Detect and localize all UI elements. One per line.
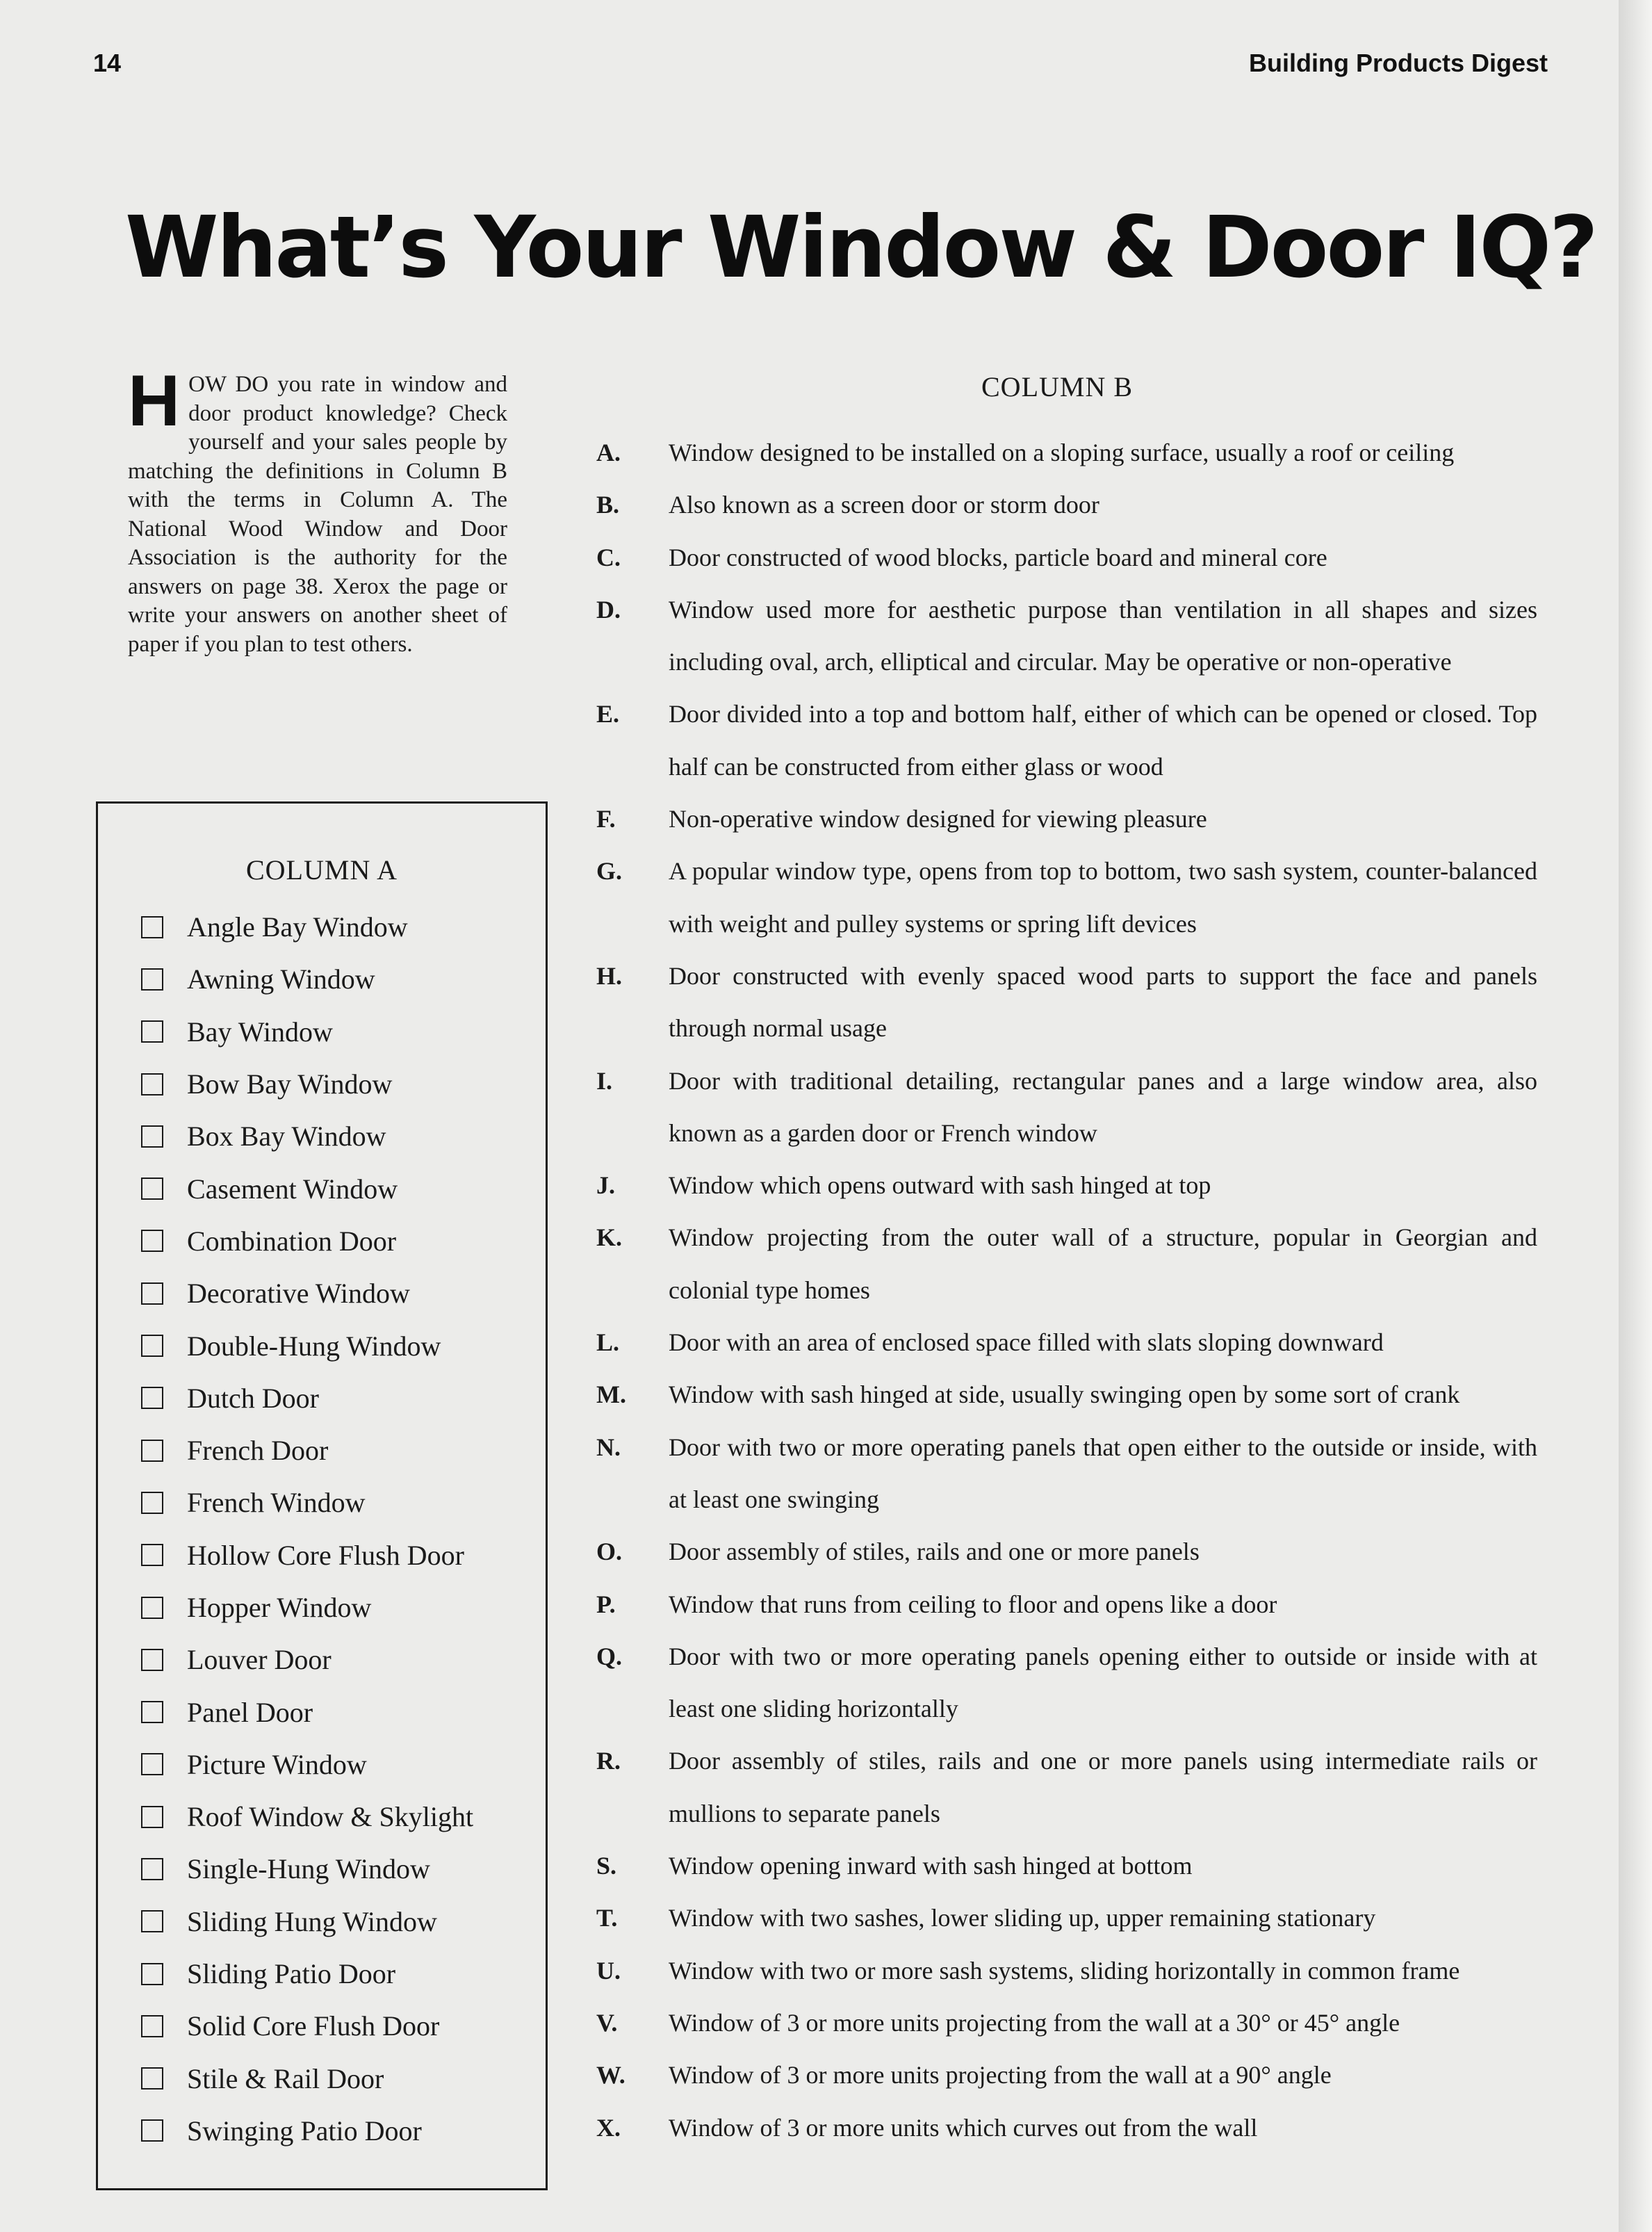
checkbox[interactable] — [141, 1753, 163, 1775]
column-a-term — [141, 1948, 473, 2000]
checkbox[interactable] — [141, 1387, 163, 1409]
definition-text: Window which opens outward with sash hinged at top — [669, 1171, 1211, 1200]
term-label: French Window — [187, 1487, 366, 1519]
checkbox[interactable] — [141, 1649, 163, 1671]
definition-letter: U. — [596, 1956, 621, 1985]
column-b-definition — [596, 950, 1537, 1055]
definition-text: Window opening inward with sash hinged at bottom — [669, 1852, 1193, 1880]
column-b-definition — [596, 532, 1537, 584]
column-a-term — [141, 2000, 473, 2052]
definition-letter: Q. — [596, 1642, 623, 1670]
definition-letter: B. — [596, 491, 620, 519]
checkbox[interactable] — [141, 916, 163, 938]
definition-letter: S. — [596, 1852, 617, 1880]
page-title: What’s Your Window & Door IQ? — [125, 198, 1596, 297]
term-label: Bay Window — [187, 1016, 333, 1048]
drop-cap: H — [128, 361, 181, 441]
term-label: Sliding Hung Window — [187, 1905, 437, 1937]
column-b-definition — [596, 688, 1537, 793]
definition-letter: E. — [596, 700, 620, 728]
checkbox[interactable] — [141, 2015, 163, 2037]
definition-text: Door with traditional detailing, rectangular panes and a large window area, also known as a garden door or French window — [669, 1066, 1537, 1147]
definition-text: Non-operative window designed for viewing pleasure — [669, 805, 1207, 833]
column-a-term — [141, 1476, 473, 1529]
column-b-definition — [596, 1369, 1537, 1421]
column-b-definition — [596, 1840, 1537, 1892]
definition-letter: X. — [596, 2113, 621, 2142]
definition-letter: L. — [596, 1328, 620, 1357]
definition-text: Door assembly of stiles, rails and one or more panels — [669, 1538, 1200, 1566]
column-a-term — [141, 1267, 473, 1319]
column-a-term — [141, 1058, 473, 1110]
column-a-term — [141, 1372, 473, 1424]
column-a-box — [96, 801, 548, 2190]
checkbox[interactable] — [141, 1701, 163, 1723]
term-label: Dutch Door — [187, 1382, 319, 1414]
checkbox[interactable] — [141, 1073, 163, 1095]
column-a-term — [141, 1006, 473, 1058]
page-number: 14 — [93, 49, 122, 77]
checkbox[interactable] — [141, 1544, 163, 1566]
column-b-definition — [596, 427, 1537, 479]
term-label: Swinging Patio Door — [187, 2115, 422, 2147]
definition-text: Window projecting from the outer wall of a structure, popular in Georgian and colonial type homes — [669, 1223, 1537, 1304]
checkbox[interactable] — [141, 968, 163, 991]
checkbox[interactable] — [141, 1230, 163, 1252]
term-label: Double-Hung Window — [187, 1330, 441, 1362]
term-label: Sliding Patio Door — [187, 1958, 396, 1990]
column-b-definition — [596, 1892, 1537, 1944]
column-a-term — [141, 953, 473, 1005]
column-a-term — [141, 1896, 473, 1948]
column-b-definition — [596, 793, 1537, 845]
column-b-definition — [596, 1579, 1537, 1631]
column-a-term — [141, 1162, 473, 1214]
checkbox[interactable] — [141, 1282, 163, 1305]
definition-text: Door constructed with evenly spaced wood parts to support the face and panels through normal usage — [669, 961, 1537, 1043]
definition-letter: F. — [596, 805, 616, 833]
column-a-term — [141, 2105, 473, 2157]
term-label: Angle Bay Window — [187, 911, 408, 943]
definition-letter: W. — [596, 2061, 625, 2090]
definition-text: Door with an area of enclosed space filled with slats sloping downward — [669, 1328, 1384, 1357]
definition-letter: P. — [596, 1590, 616, 1618]
checkbox[interactable] — [141, 2119, 163, 2142]
column-a-list — [141, 901, 473, 2157]
column-a-term — [141, 1738, 473, 1791]
term-label: Box Bay Window — [187, 1121, 386, 1152]
column-b-definition — [596, 1212, 1537, 1317]
column-b-list — [596, 427, 1537, 2154]
definition-text: Door constructed of wood blocks, particle board and mineral core — [669, 543, 1327, 571]
definition-letter: D. — [596, 595, 621, 624]
term-label: Combination Door — [187, 1225, 397, 1257]
column-b-definition — [596, 1317, 1537, 1369]
definition-text: Also known as a screen door or storm door — [669, 491, 1099, 519]
term-label: Bow Bay Window — [187, 1068, 393, 1100]
definition-letter: H. — [596, 961, 623, 990]
definition-letter: T. — [596, 1904, 618, 1932]
definition-letter: K. — [596, 1223, 623, 1252]
definition-text: Window with two sashes, lower sliding up, upper remaining stationary — [669, 1904, 1376, 1932]
column-a-term — [141, 1319, 473, 1371]
column-a-term — [141, 1791, 473, 1843]
column-a-term — [141, 1529, 473, 1581]
column-b-definition — [596, 2049, 1537, 2101]
definition-text: Window with sash hinged at side, usually swinging open by some sort of crank — [669, 1380, 1460, 1409]
definition-text: Window with two or more sash systems, sliding horizontally in common frame — [669, 1956, 1460, 1985]
definition-text: Window used more for aesthetic purpose than ventilation in all shapes and sizes including oval, arch, elliptical and circular. May be operative or non-operative — [669, 595, 1537, 676]
definition-text: Window of 3 or more units which curves out from the wall — [669, 2113, 1258, 2142]
definition-letter: N. — [596, 1433, 621, 1461]
checkbox[interactable] — [141, 1178, 163, 1200]
column-b-definition — [596, 1997, 1537, 2049]
column-a-term — [141, 1215, 473, 1267]
definition-text: Window that runs from ceiling to floor and opens like a door — [669, 1590, 1277, 1618]
column-a-term — [141, 1686, 473, 1738]
column-b-definition — [596, 479, 1537, 531]
term-label: Panel Door — [187, 1696, 313, 1728]
term-label: Single-Hung Window — [187, 1853, 430, 1885]
term-label: Picture Window — [187, 1748, 367, 1780]
definition-text: Door with two or more operating panels that open either to the outside or inside, with at least one swinging — [669, 1433, 1537, 1513]
definition-text: Window designed to be installed on a sloping surface, usually a roof or ceiling — [669, 439, 1455, 466]
definition-letter: M. — [596, 1380, 626, 1409]
term-label: Solid Core Flush Door — [187, 2010, 440, 2042]
column-b-title: COLUMN B — [981, 371, 1134, 402]
column-b-definition — [596, 1055, 1537, 1160]
column-b-definition — [596, 1631, 1537, 1736]
column-a-term — [141, 1634, 473, 1686]
definition-letter: J. — [596, 1171, 615, 1200]
definition-text: Door with two or more operating panels opening either to outside or inside with at least one sliding horizontally — [669, 1642, 1537, 1723]
checkbox[interactable] — [141, 1492, 163, 1514]
checkbox[interactable] — [141, 1440, 163, 1462]
definition-letter: V. — [596, 2008, 618, 2037]
intro-paragraph — [128, 361, 507, 659]
definition-text: A popular window type, opens from top to bottom, two sash system, counter-balanced with weight and pulley systems or spring lift devices — [669, 857, 1537, 938]
column-a-term — [141, 1110, 473, 1162]
column-b-definition — [596, 1526, 1537, 1578]
definition-letter: G. — [596, 857, 623, 886]
checkbox[interactable] — [141, 1858, 163, 1880]
column-b-definition — [596, 1735, 1537, 1840]
column-a-term — [141, 1581, 473, 1634]
term-label: Louver Door — [187, 1644, 332, 1676]
column-b-definition — [596, 2102, 1537, 2154]
term-label: Hollow Core Flush Door — [187, 1539, 464, 1571]
definition-text: Window of 3 or more units projecting from the wall at a 90° angle — [669, 2061, 1332, 2090]
checkbox[interactable] — [141, 1020, 163, 1043]
term-label: Casement Window — [187, 1173, 398, 1205]
checkbox[interactable] — [141, 1335, 163, 1357]
column-a-term — [141, 901, 473, 953]
definition-letter: O. — [596, 1538, 623, 1566]
definition-text: Window of 3 or more units projecting from the wall at a 30° or 45° angle — [669, 2008, 1400, 2037]
column-b-definition — [596, 1422, 1537, 1526]
column-b-definition — [596, 845, 1537, 950]
column-b-definition — [596, 584, 1537, 689]
publication-name: Building Products Digest — [1248, 49, 1548, 77]
column-a-title: COLUMN A — [245, 854, 398, 886]
definition-text: Door divided into a top and bottom half, either of which can be opened or closed. Top half can be constructed from either glass or wood — [669, 700, 1537, 781]
definition-text: Door assembly of stiles, rails and one or more panels using intermediate rails or mullions to separate panels — [669, 1747, 1537, 1827]
definition-letter: A. — [596, 439, 621, 466]
definition-letter: R. — [596, 1747, 621, 1775]
term-label: Decorative Window — [187, 1278, 410, 1310]
column-a-term — [141, 2053, 473, 2105]
checkbox[interactable] — [141, 1806, 163, 1828]
term-label: Awning Window — [187, 963, 375, 995]
column-b-definition — [596, 1159, 1537, 1212]
column-a-term — [141, 1424, 473, 1476]
term-label: Roof Window & Skylight — [187, 1801, 474, 1833]
checkbox[interactable] — [141, 1125, 163, 1148]
term-label: Hopper Window — [187, 1592, 372, 1623]
term-label: Stile & Rail Door — [187, 2062, 384, 2094]
definition-letter: I. — [596, 1066, 613, 1095]
column-a-term — [141, 1843, 473, 1895]
definition-letter: C. — [596, 543, 621, 571]
column-b-definition — [596, 1945, 1537, 1997]
checkbox[interactable] — [141, 2067, 163, 2090]
intro-text: OW DO you rate in window and door product knowledge? Check yourself and your sales people by matching the definitions in Column B with the terms in Column A. The National Wood Window and Door Association is the authority for the answers on page 38. Xerox the page or write your answers on another sheet of paper if you plan to test others. — [128, 372, 507, 657]
checkbox[interactable] — [141, 1910, 163, 1932]
term-label: French Door — [187, 1435, 329, 1467]
page-edge — [1619, 0, 1652, 2232]
checkbox[interactable] — [141, 1597, 163, 1619]
checkbox[interactable] — [141, 1963, 163, 1985]
